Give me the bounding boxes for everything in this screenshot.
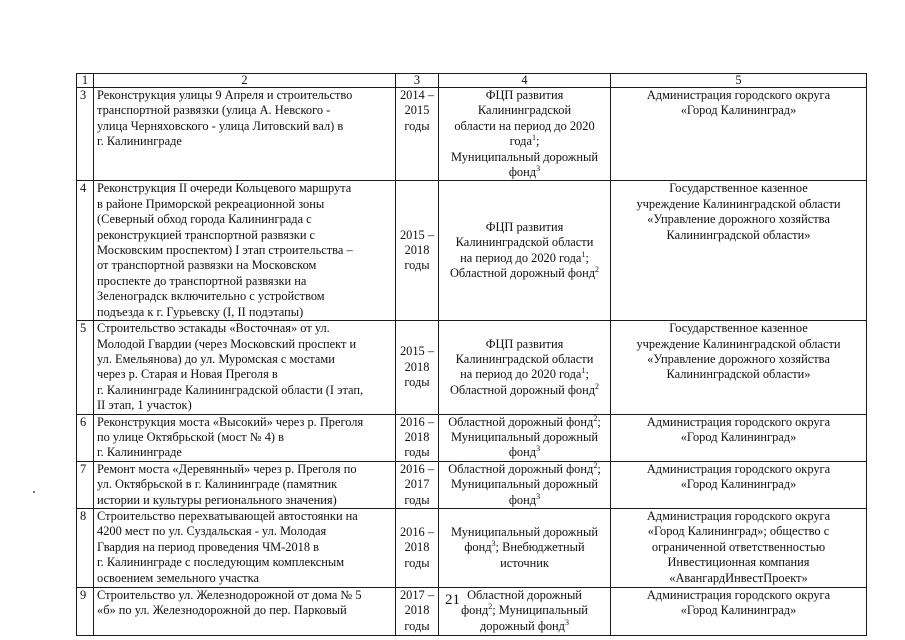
- period-line: 2015: [404, 103, 430, 118]
- period-cell: [396, 414, 439, 461]
- period-line: 2016 –: [399, 414, 435, 429]
- period-cell: [396, 181, 439, 321]
- header-cell: 3: [396, 74, 439, 88]
- funding-line: [442, 266, 607, 281]
- funding-text-tail: ;: [585, 367, 589, 382]
- funding-line: [442, 337, 607, 352]
- funding-text: Калининградской области: [455, 235, 594, 250]
- page-number: 21: [445, 592, 460, 608]
- executor-line: учреждение Калининградской области: [636, 196, 841, 211]
- executor-cell: [611, 508, 867, 587]
- project-name-line: по улице Октябрьской (мост № 4) в: [97, 429, 285, 444]
- header-cell: 5: [611, 74, 867, 88]
- funding-text: Областной дорожный: [467, 587, 582, 602]
- project-name-line: «б» по ул. Железнодорожной до пер. Парковый: [97, 603, 347, 618]
- executor-line: «Город Калининград»: [680, 603, 797, 618]
- period-line: годы: [404, 618, 430, 633]
- project-name-line: проспекте до транспортной развязки на: [97, 273, 307, 288]
- period-cell: [396, 88, 439, 181]
- project-name-line: Реконструкция моста «Высокий» через р. Преголя: [97, 414, 364, 429]
- period-line: 2017 –: [399, 587, 435, 602]
- header-cell: 1: [77, 74, 94, 88]
- funding-line: [442, 540, 607, 555]
- project-name-line: истории и культуры регионального значения): [97, 492, 337, 507]
- project-name-line: Гвардия на период проведения ЧМ-2018 в: [97, 539, 319, 554]
- funding-text: Калининградской области: [455, 351, 594, 366]
- executor-line: Администрация городского округа: [646, 414, 831, 429]
- period-line: годы: [404, 118, 430, 133]
- table-row: [77, 414, 867, 461]
- table-row: [77, 461, 867, 508]
- funding-line: [442, 525, 607, 540]
- project-name-line: г. Калининграде с последующим комплексным: [97, 555, 345, 570]
- project-name-cell: [94, 508, 396, 587]
- period-line: 2018: [404, 540, 430, 555]
- period-line: 2014 –: [399, 88, 435, 102]
- project-name-line: подъезда к г. Гурьевску (I, II подэтапы): [97, 304, 304, 319]
- funding-line: [442, 415, 607, 430]
- funding-line: [442, 88, 607, 119]
- footnote-marker: 1: [581, 249, 586, 259]
- row-number: 8: [77, 508, 94, 587]
- period-line: годы: [404, 375, 430, 390]
- project-name-line: Строительство ул. Железнодорожной от дома № 5: [97, 587, 362, 602]
- period-line: 2016 –: [399, 524, 435, 539]
- period-line: 2018: [404, 429, 430, 444]
- project-name-line: Строительство эстакады «Восточная» от ул.: [97, 321, 330, 336]
- row-number: 5: [77, 321, 94, 414]
- funding-text: фонд: [508, 492, 537, 507]
- project-name-line: II этап, 1 участок): [97, 398, 192, 413]
- period-cell: [396, 461, 439, 508]
- project-name-line: реконструкцией транспортной развязки с: [97, 227, 316, 242]
- footnote-marker: 3: [491, 539, 496, 549]
- project-name-line: (Северный обход города Калининграда с: [97, 212, 312, 227]
- executor-line: «Управление дорожного хозяйства: [647, 212, 830, 227]
- funding-text: фонд: [461, 603, 489, 618]
- funding-line: [442, 445, 607, 460]
- funding-text: источник: [500, 555, 549, 570]
- footnote-marker: 2: [595, 381, 600, 391]
- footnote-marker: 3: [536, 491, 541, 501]
- executor-line: «Город Калининград»: [680, 103, 797, 118]
- funding-source-cell: [439, 508, 611, 587]
- funding-text: Областной дорожный фонд: [449, 266, 596, 281]
- funding-text: Областной дорожный фонд: [448, 461, 594, 476]
- funding-line: [442, 150, 607, 165]
- project-name-line: г. Калининграде Калининградской области (I этап,: [97, 382, 364, 397]
- funding-line: [442, 383, 607, 398]
- project-name-line: Ремонт моста «Деревянный» через р. Преголя по: [97, 461, 357, 476]
- project-name-line: улица Черняховского - улица Литовский вал) в: [97, 118, 344, 133]
- period-line: 2016 –: [399, 461, 435, 476]
- funding-line: [442, 251, 607, 266]
- project-name-line: через р. Старая и Новая Преголя в: [97, 367, 278, 382]
- funding-text: фонд: [464, 540, 492, 555]
- funding-line: [442, 462, 607, 477]
- executor-line: «Город Калининград»: [680, 429, 797, 444]
- footnote-marker: 1: [531, 133, 536, 143]
- footnote-marker: 2: [595, 265, 600, 275]
- funding-line: [442, 119, 607, 150]
- funding-line: [442, 352, 607, 367]
- funding-text: Муниципальный дорожный: [451, 429, 598, 444]
- period-line: 2018: [404, 359, 430, 374]
- footnote-marker: 2: [593, 414, 598, 423]
- project-name-line: транспортной развязки (улица А. Невского -: [97, 103, 331, 118]
- funding-line: [442, 477, 607, 492]
- funding-text: фонд: [508, 445, 537, 460]
- executor-line: Администрация городского округа: [646, 88, 831, 102]
- project-name-line: Молодой Гвардии (через Московский проспект и: [97, 336, 357, 351]
- funding-source-cell: [439, 414, 611, 461]
- footnote-marker: 2: [593, 461, 598, 470]
- footnote-marker: 1: [581, 366, 586, 376]
- project-name-line: Зеленоградск включительно с устройством: [97, 289, 325, 304]
- funding-line: [442, 493, 607, 508]
- projects-table: [76, 73, 867, 636]
- executor-cell: [611, 181, 867, 321]
- funding-source-cell: [439, 88, 611, 181]
- period-line: годы: [404, 492, 430, 507]
- project-name-cell: [94, 88, 396, 181]
- footnote-marker: 3: [565, 617, 569, 627]
- project-name-line: освоением земельного участка: [97, 570, 259, 585]
- project-name-line: ул. Октябрьской в г. Калининграде (памятник: [97, 477, 338, 492]
- period-line: 2018: [404, 243, 430, 258]
- executor-line: Инвестиционная компания: [667, 555, 810, 570]
- executor-cell: [611, 461, 867, 508]
- funding-text-tail: ;: [535, 134, 540, 149]
- executor-cell: [611, 414, 867, 461]
- funding-line: [442, 220, 607, 235]
- footnote-marker: 3: [536, 444, 541, 454]
- funding-text-tail: ;: [597, 461, 601, 476]
- funding-source-cell: [439, 461, 611, 508]
- executor-cell: [611, 88, 867, 181]
- funding-text: Областной дорожный фонд: [449, 382, 596, 397]
- executor-line: учреждение Калининградской области: [636, 336, 841, 351]
- row-number: 4: [77, 181, 94, 321]
- funding-line: [442, 556, 607, 571]
- funding-line: [442, 235, 607, 250]
- funding-text: ФЦП развития: [485, 219, 564, 234]
- project-name-line: Реконструкция улицы 9 Апреля и строительство: [97, 88, 353, 102]
- row-number: 9: [77, 587, 94, 635]
- funding-text: Муниципальный дорожный: [451, 524, 598, 539]
- executor-line: «АвангардИнвестПроект»: [669, 570, 808, 585]
- header-cell: 4: [439, 74, 611, 88]
- executor-line: «Город Калининград»: [680, 477, 797, 492]
- project-name-line: в районе Приморской рекреационной зоны: [97, 196, 325, 211]
- executor-line: «Город Калининград»; общество с: [647, 524, 830, 539]
- funding-line: [442, 367, 607, 382]
- project-name-line: от транспортной развязки на Московском: [97, 258, 317, 273]
- funding-text: ФЦП развития Калининградской: [477, 88, 572, 118]
- period-line: годы: [404, 445, 430, 460]
- funding-text: Муниципальный дорожный: [451, 477, 598, 492]
- table-header-row: [77, 74, 867, 88]
- funding-text: фонд: [508, 165, 537, 180]
- executor-line: Калининградской области»: [666, 227, 811, 242]
- project-name-line: 4200 мест по ул. Суздальская - ул. Молодая: [97, 524, 327, 539]
- executor-line: «Управление дорожного хозяйства: [647, 351, 830, 366]
- funding-text: области на период до 2020 года: [454, 118, 595, 149]
- funding-text-tail: ; Муниципальный: [492, 603, 588, 618]
- project-name-line: Московским проспектом) I этап строительства –: [97, 243, 353, 258]
- project-name-cell: [94, 461, 396, 508]
- funding-text-tail: ;: [597, 414, 601, 429]
- project-name-line: ул. Емельянова) до ул. Муромская с мостами: [97, 351, 335, 366]
- table-row: [77, 321, 867, 414]
- funding-text: Муниципальный дорожный: [451, 149, 598, 164]
- project-name-line: г. Калининграде: [97, 134, 182, 149]
- scan-speck: [33, 491, 35, 493]
- funding-text: на период до 2020 года: [460, 250, 582, 265]
- period-cell: [396, 508, 439, 587]
- funding-text-tail: ; Внебюджетный: [495, 540, 585, 555]
- funding-source-cell: [439, 321, 611, 414]
- period-line: 2015 –: [399, 344, 435, 359]
- period-line: годы: [404, 258, 430, 273]
- header-cell: 2: [94, 74, 396, 88]
- row-number: 7: [77, 461, 94, 508]
- executor-line: ограниченной ответственностью: [651, 539, 826, 554]
- executor-line: Администрация городского округа: [646, 508, 831, 523]
- project-name-cell: [94, 321, 396, 414]
- executor-line: Государственное казенное: [669, 321, 808, 336]
- funding-text: Областной дорожный фонд: [448, 414, 594, 429]
- executor-line: Калининградской области»: [666, 367, 811, 382]
- funding-text: дорожный фонд: [480, 618, 565, 633]
- executor-line: Государственное казенное: [669, 181, 808, 196]
- funding-line: [442, 619, 607, 634]
- project-name-line: Реконструкция II очереди Кольцевого маршрута: [97, 181, 352, 196]
- funding-text: на период до 2020 года: [460, 367, 582, 382]
- project-name-cell: [94, 414, 396, 461]
- period-cell: [396, 321, 439, 414]
- table-row: [77, 181, 867, 321]
- executor-line: Администрация городского округа: [646, 461, 831, 476]
- period-line: 2017: [404, 477, 430, 492]
- funding-source-cell: [439, 181, 611, 321]
- period-line: годы: [404, 555, 430, 570]
- funding-text-tail: ;: [585, 250, 589, 265]
- project-name-line: Строительство перехватывающей автостоянки на: [97, 508, 358, 523]
- project-name-cell: [94, 181, 396, 321]
- period-line: 2015 –: [399, 227, 435, 242]
- footnote-marker: 3: [536, 163, 541, 173]
- executor-line: Администрация городского округа: [646, 587, 831, 602]
- period-line: 2018: [404, 603, 430, 618]
- table-row: [77, 88, 867, 181]
- footnote-marker: 2: [488, 602, 493, 612]
- table-row: [77, 508, 867, 587]
- executor-cell: [611, 321, 867, 414]
- project-name-line: г. Калининграде: [97, 445, 182, 460]
- funding-line: [442, 430, 607, 445]
- row-number: 3: [77, 88, 94, 181]
- funding-line: [442, 165, 607, 180]
- funding-text: ФЦП развития: [485, 336, 564, 351]
- row-number: 6: [77, 414, 94, 461]
